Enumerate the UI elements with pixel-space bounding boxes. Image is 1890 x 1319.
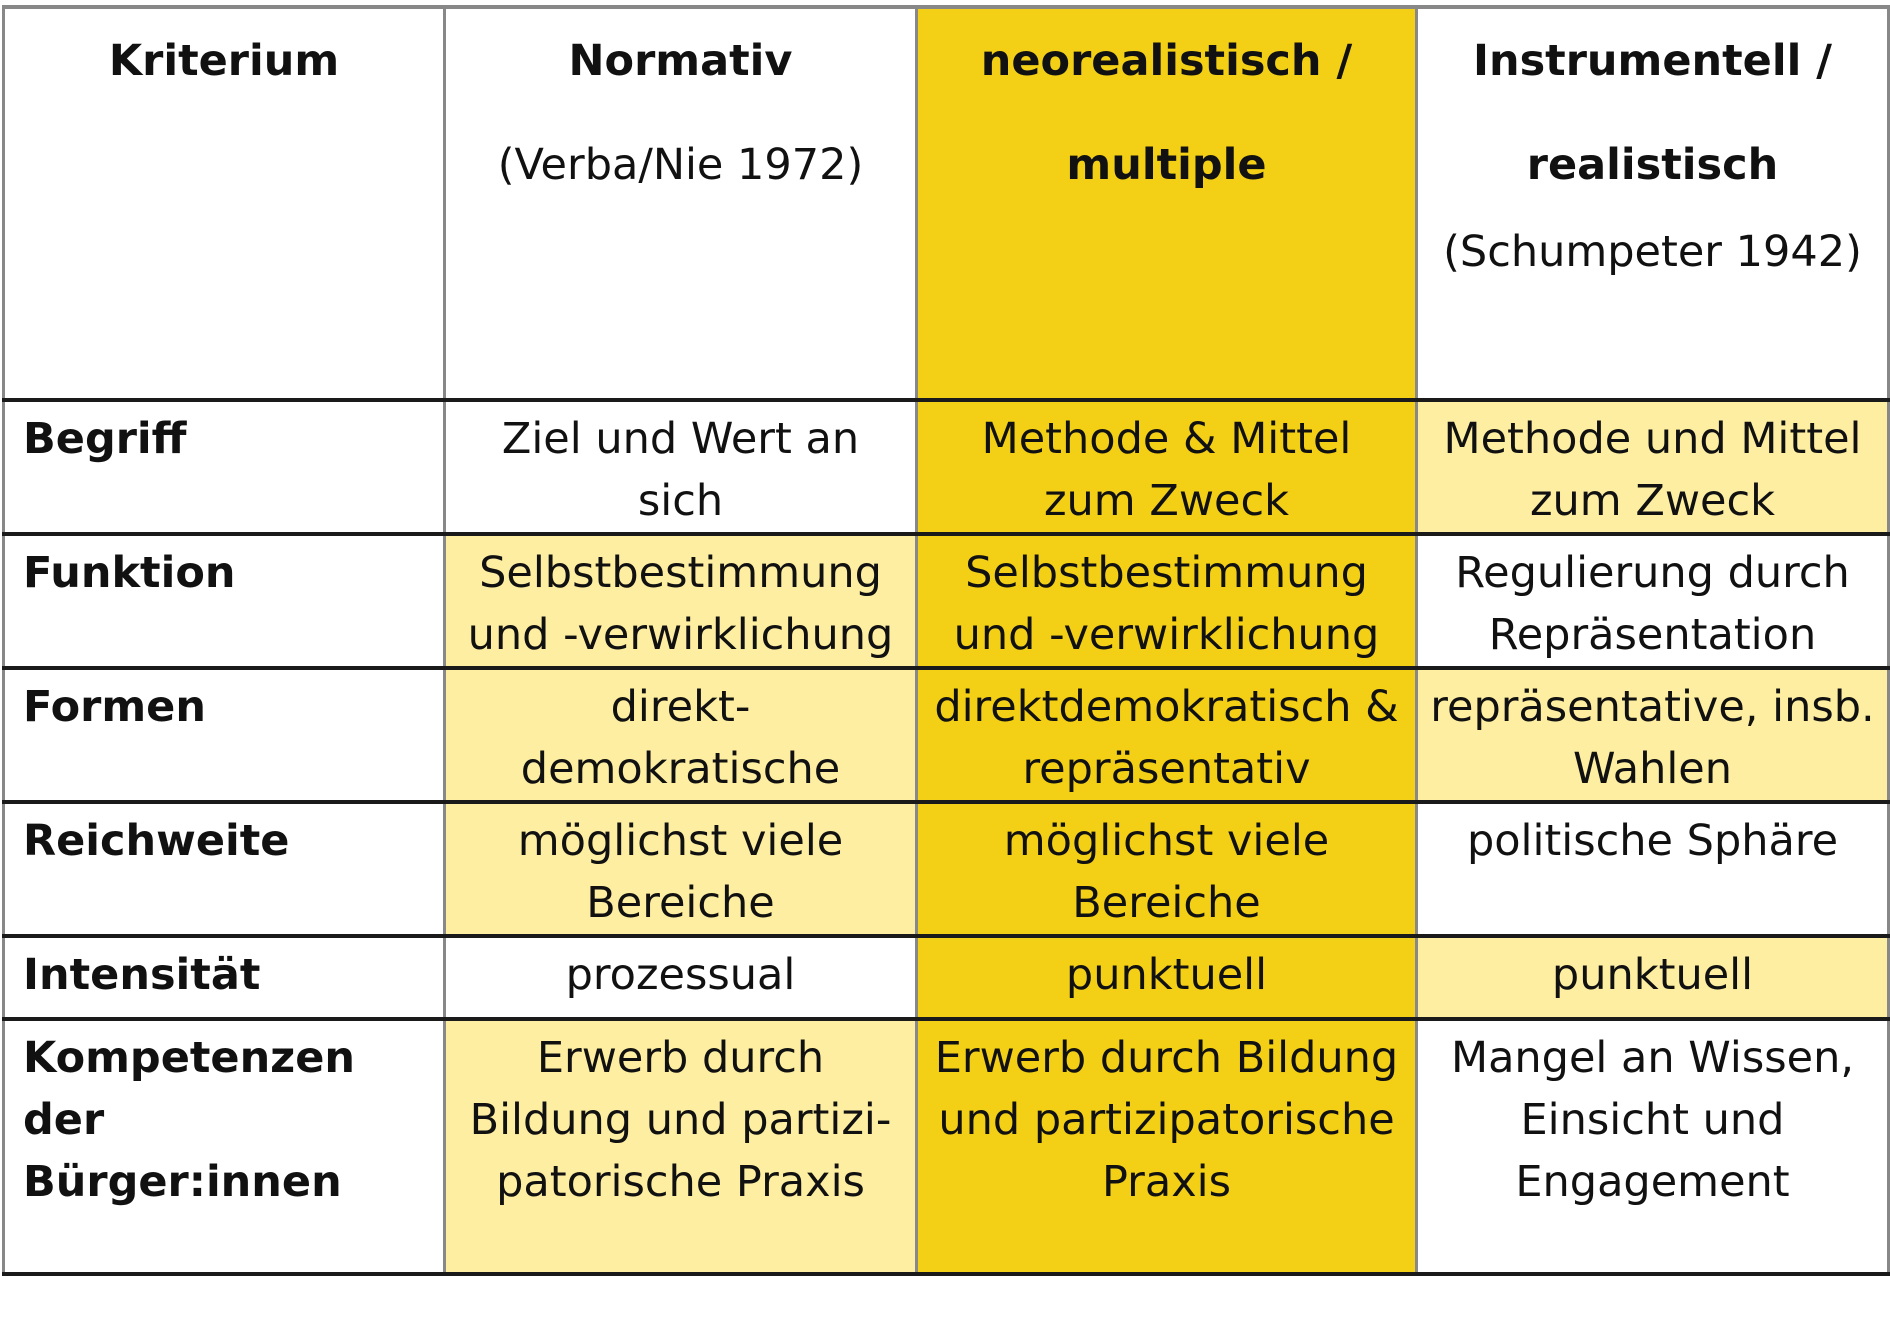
- neorealist-cell: [917, 534, 1417, 668]
- neorealist-cell: [917, 1019, 1417, 1274]
- criterion-cell: [4, 936, 445, 1019]
- normative-cell: [445, 936, 917, 1019]
- cell-text: politische Sphäre: [1466, 816, 1839, 866]
- header-normative-title: Normativ: [568, 36, 793, 86]
- cell-text: Wahlen: [1572, 744, 1733, 794]
- table-row-begriff: [4, 400, 1889, 534]
- cell-text: und -verwirklichung: [467, 610, 894, 660]
- instrumental-cell: [1417, 936, 1889, 1019]
- criterion-label: Bürger:innen: [23, 1157, 342, 1207]
- table-row-reichweite: [4, 802, 1889, 936]
- neorealist-cell: [917, 802, 1417, 936]
- header-instrumental-source: (Schumpeter 1942): [1443, 227, 1862, 277]
- table-row-formen: [4, 668, 1889, 802]
- criterion-label: Formen: [23, 682, 206, 732]
- cell-text: Erwerb durch Bildung: [934, 1033, 1399, 1083]
- criterion-cell: [4, 400, 445, 534]
- normative-cell: [445, 534, 917, 668]
- cell-text: möglichst viele: [517, 816, 844, 866]
- criterion-label: Intensität: [23, 950, 261, 1000]
- cell-text: sich: [637, 476, 724, 526]
- participation-comparison-table: [2, 5, 1890, 1276]
- criterion-cell: [4, 534, 445, 668]
- cell-text: und partizipatorische: [938, 1095, 1395, 1145]
- instrumental-cell: [1417, 668, 1889, 802]
- cell-text: Bildung und partizi-: [469, 1095, 892, 1145]
- cell-text: Einsicht und: [1520, 1095, 1785, 1145]
- cell-text: patorische Praxis: [496, 1157, 865, 1207]
- instrumental-cell: [1417, 534, 1889, 668]
- cell-text: und -verwirklichung: [953, 610, 1380, 660]
- normative-cell: [445, 668, 917, 802]
- cell-text: demokratische: [520, 744, 841, 794]
- cell-text: Ziel und Wert an: [501, 414, 860, 464]
- cell-text: Repräsentation: [1488, 610, 1817, 660]
- criterion-cell: [4, 1019, 445, 1274]
- cell-text: möglichst viele: [1003, 816, 1330, 866]
- instrumental-cell: [1417, 802, 1889, 936]
- header-neorealist-title-2: multiple: [1066, 140, 1267, 190]
- table-row-intensitaet: [4, 936, 1889, 1019]
- cell-text: direkt-: [610, 682, 751, 732]
- normative-cell: [445, 1019, 917, 1274]
- cell-text: Bereiche: [586, 878, 775, 928]
- cell-text: punktuell: [1065, 950, 1268, 1000]
- instrumental-cell: [1417, 400, 1889, 534]
- cell-text: prozessual: [565, 950, 796, 1000]
- criterion-cell: [4, 668, 445, 802]
- criterion-label: Begriff: [23, 414, 187, 464]
- criterion-label: Kompetenzen der: [23, 1033, 355, 1145]
- instrumental-cell: [1417, 1019, 1889, 1274]
- normative-cell: [445, 400, 917, 534]
- header-neorealist: [917, 7, 1417, 400]
- cell-text: Regulierung durch: [1455, 548, 1850, 598]
- header-criterion: [4, 7, 445, 400]
- table-row-kompetenzen: [4, 1019, 1889, 1274]
- cell-text: zum Zweck: [1529, 476, 1775, 526]
- table-header-row: [4, 7, 1889, 400]
- cell-text: Bereiche: [1072, 878, 1261, 928]
- criterion-label: Funktion: [23, 548, 236, 598]
- cell-text: Selbstbestimmung: [965, 548, 1368, 598]
- header-instrumental: [1417, 7, 1889, 400]
- header-criterion-label: Kriterium: [108, 36, 340, 86]
- cell-text: Methode & Mittel: [981, 414, 1352, 464]
- cell-text: Praxis: [1102, 1157, 1231, 1207]
- header-instrumental-title-2: realistisch: [1526, 140, 1779, 190]
- criterion-label: Reichweite: [23, 816, 290, 866]
- cell-text: repräsentativ: [1022, 744, 1311, 794]
- neorealist-cell: [917, 668, 1417, 802]
- cell-text: Mangel an Wissen,: [1450, 1033, 1855, 1083]
- cell-text: punktuell: [1551, 950, 1754, 1000]
- cell-text: Methode und Mittel: [1443, 414, 1862, 464]
- cell-text: Engagement: [1515, 1157, 1790, 1207]
- criterion-cell: [4, 802, 445, 936]
- normative-cell: [445, 802, 917, 936]
- comparison-table-wrapper: [2, 5, 1890, 1276]
- header-instrumental-title-1: Instrumentell /: [1472, 36, 1833, 86]
- cell-text: repräsentative, insb.: [1430, 682, 1875, 732]
- header-normative: [445, 7, 917, 400]
- cell-text: Selbstbestimmung: [479, 548, 882, 598]
- cell-text: zum Zweck: [1043, 476, 1289, 526]
- neorealist-cell: [917, 936, 1417, 1019]
- header-neorealist-title-1: neorealistisch /: [980, 36, 1353, 86]
- neorealist-cell: [917, 400, 1417, 534]
- table-row-funktion: [4, 534, 1889, 668]
- cell-text: Erwerb durch: [536, 1033, 825, 1083]
- cell-text: direktdemokratisch &: [934, 682, 1399, 732]
- header-normative-source: (Verba/Nie 1972): [497, 140, 864, 190]
